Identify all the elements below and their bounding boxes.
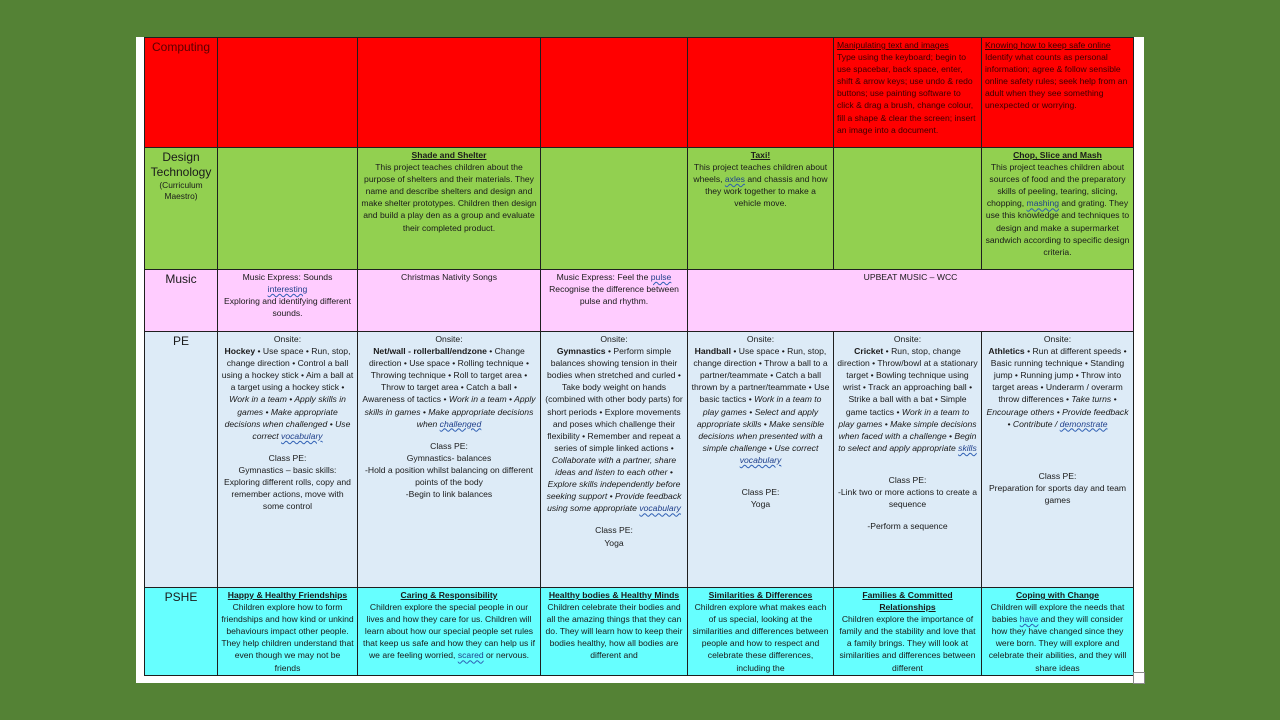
- unit-title: Knowing how to keep safe online: [985, 40, 1111, 50]
- computing-row: [145, 38, 1134, 148]
- resize-handle[interactable]: [1133, 672, 1145, 684]
- pe-cell-2: Onsite: Net/wall - rollerball/endzone • Change direction • Use space • Rolling technique • Throwing technique • Roll to target area • Throw to target area • Catch a ball • Awareness of tactics • Work in a team • Apply skills in games • Make appropriate decisions when challenged Class PE: Gymnastics- balances -Hold a position whilst balancing on different points of the body -Begin to link balances: [358, 332, 541, 588]
- unit-description: This project teaches children about the purpose of shelters and their materials. They name and describe shelters and design and make shelter prototypes. Children then design and build a play den as a group and evaluate their completed product.: [361, 162, 537, 233]
- music-cell-4-6: UPBEAT MUSIC – WCC: [688, 270, 1134, 332]
- pshe-cell-2: Caring & Responsibility Children explore the special people in our lives and how they care for us. Children will learn about how our special people set rules that keep us safe and how they can help us if we are feeling worried, scared or nervous.: [358, 588, 541, 676]
- unit-title: Caring & Responsibility: [400, 590, 498, 600]
- dt-cell-2: [358, 148, 541, 270]
- curriculum-document: [136, 37, 1144, 683]
- pe-row: [145, 332, 1134, 588]
- subject-computing: Computing: [145, 38, 218, 148]
- dt-cell-5: [834, 148, 982, 270]
- pshe-cell-3: Healthy bodies & Healthy Minds Children celebrate their bodies and all the amazing things that they can do. They will learn how to keep their bodies healthy, how all bodies are different and: [541, 588, 688, 676]
- music-cell-1: Music Express: Sounds interesting Exploring and identifying different sounds.: [218, 270, 358, 332]
- music-row: [145, 270, 1134, 332]
- unit-title: Manipulating text and images: [837, 40, 949, 50]
- unit-title: Similarities & Differences: [708, 590, 813, 600]
- unit-title: Healthy bodies & Healthy Minds: [548, 590, 680, 600]
- pe-cell-6: Onsite: Athletics • Run at different speeds • Basic running technique • Standing jump • Running jump • Throw into target areas • Underarm / overarm throw differences • Take turns • Encourage others • Provide feedback • Contribute / demonstrate Class PE: Preparation for sports day and team games: [982, 332, 1134, 588]
- computing-cell-2: [358, 38, 541, 148]
- computing-cell-4: [688, 38, 834, 148]
- dt-cell-1: [218, 148, 358, 270]
- unit-description: Identify what counts as personal information; agree & follow sensible online safety rules; seek help from an adult when they see something unexpected or worrying.: [985, 52, 1128, 111]
- computing-cell-3: [541, 38, 688, 148]
- pe-cell-5: Onsite: Cricket • Run, stop, change direction • Throw/bowl at a stationary target • Bowling technique using wrist • Track an approaching ball • Strike a ball with a bat • Simple game tactics • Work in a team to play games • Make simple decisions when faced with a challenge • Begin to select and apply appropriate skills Class PE: -Link two or more actions to create a sequence -Perform a sequence: [834, 332, 982, 588]
- unit-title: Shade and Shelter: [411, 150, 487, 160]
- subject-pe: PE: [145, 332, 218, 588]
- unit-title: Happy & Healthy Friendships: [227, 590, 348, 600]
- music-cell-2: Christmas Nativity Songs: [358, 270, 541, 332]
- subject-music: Music: [145, 270, 218, 332]
- pshe-cell-5: Families & Committed Relationships Children explore the importance of family and the stability and love that a family brings. They will look at similarities and differences between different: [834, 588, 982, 676]
- pshe-cell-6: Coping with Change Children will explore the needs that babies have and they will consider how they have changed since they were born. They will explore and celebrate their abilities, and they will share ideas: [982, 588, 1134, 676]
- unit-title: Taxi!: [750, 150, 771, 160]
- subject-note: (Curriculum Maestro): [159, 180, 203, 201]
- design-technology-row: [145, 148, 1134, 270]
- dt-cell-6: Chop, Slice and Mash This project teaches children about sources of food and the preparatory skills of peeling, tearing, slicing, chopping, mashing and grating. They use this knowledge and techniques to design and make a supermarket sandwich according to specific design criteria.: [982, 148, 1134, 270]
- pe-cell-3: Onsite: Gymnastics • Perform simple balances showing tension in their bodies when stretched and curled • Take body weight on hands (combined with other body parts) for short periods • Explore movements and poses which challenge their flexibility • Remember and repeat a series of simple linked actions • Collaborate with a partner, share ideas and listen to each other • Explore skills independently before seeking support • Provide feedback using some appropriate vocabulary Class PE: Yoga: [541, 332, 688, 588]
- computing-cell-5: [834, 38, 982, 148]
- curriculum-table: [144, 37, 1134, 676]
- computing-cell-1: [218, 38, 358, 148]
- unit-title: Chop, Slice and Mash: [1013, 150, 1102, 160]
- computing-cell-6: [982, 38, 1134, 148]
- unit-title: Coping with Change: [1015, 590, 1100, 600]
- dt-cell-4: Taxi! This project teaches children about wheels, axles and chassis and how they work together to make a vehicle move.: [688, 148, 834, 270]
- subject-design-technology: Design Technology (Curriculum Maestro): [145, 148, 218, 270]
- unit-title: Families & Committed Relationships: [862, 590, 953, 613]
- pshe-cell-1: Happy & Healthy Friendships Children explore how to form friendships and how kind or unkind behaviours impact other people. They help children understand that even though we may not be friends: [218, 588, 358, 676]
- pe-cell-4: Onsite: Handball • Use space • Run, stop, change direction • Throw a ball to a partner/teammate • Catch a ball thrown by a partner/teammate • Use basic tactics • Work in a team to play games • Select and apply appropriate skills • Make sensible decisions when presented with a simple challenge • Use correct vocabulary Class PE: Yoga: [688, 332, 834, 588]
- dt-cell-3: [541, 148, 688, 270]
- pshe-row: [145, 588, 1134, 676]
- subject-pshe: PSHE: [145, 588, 218, 676]
- unit-description: Type using the keyboard; begin to use spacebar, back space, enter, shift & arrow keys; use undo & redo buttons; use painting software to click & drag a brush, change colour, fill a shape & clear the screen; insert an image into a document.: [837, 52, 976, 135]
- music-cell-3: Music Express: Feel the pulse Recognise the difference between pulse and rhythm.: [541, 270, 688, 332]
- pe-cell-1: Onsite: Hockey • Use space • Run, stop, change direction • Control a ball using a hockey stick • Aim a ball at a target using a hockey stick • Work in a team • Apply skills in games • Make appropriate decisions when challenged • Use correct vocabulary Class PE: Gymnastics – basic skills: Exploring different rolls, copy and remember actions, move with some control: [218, 332, 358, 588]
- pshe-cell-4: Similarities & Differences Children explore what makes each of us special, looking at the similarities and differences between people and how to respect and celebrate these differences, including the: [688, 588, 834, 676]
